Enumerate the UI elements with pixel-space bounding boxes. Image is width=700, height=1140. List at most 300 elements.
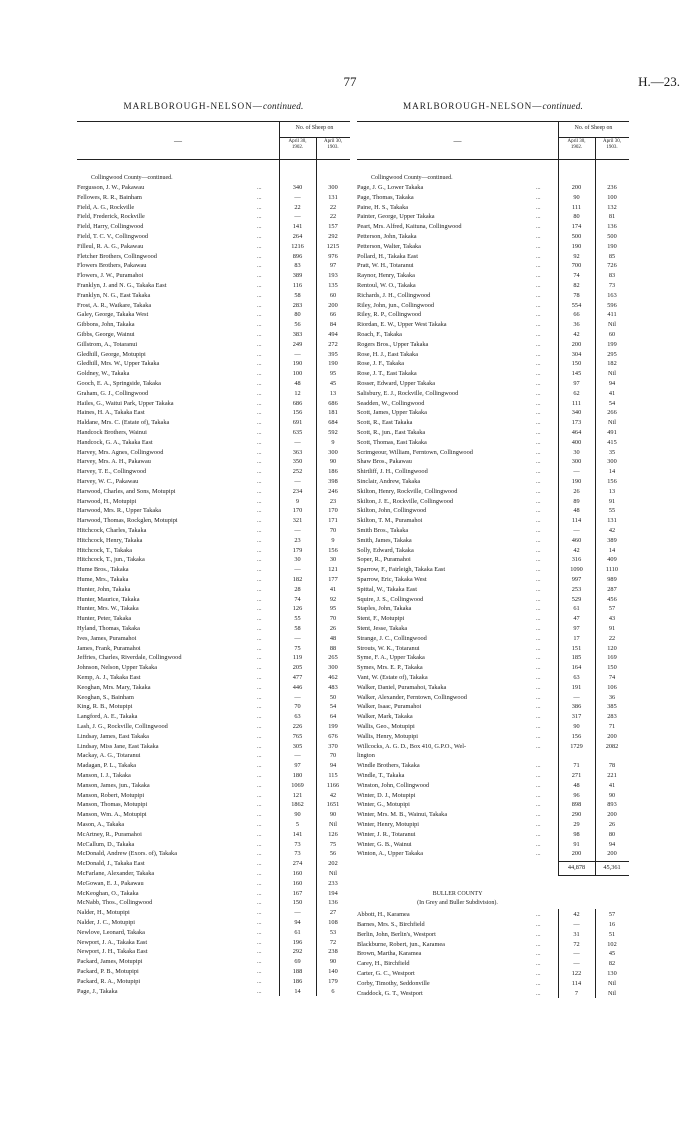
sheep-1902: 234 bbox=[292, 487, 303, 495]
buller-county-heading: BULLER COUNTY bbox=[432, 891, 483, 898]
leader-dots: ... bbox=[257, 714, 262, 721]
entry-name: Rose, H. J., East Takaka bbox=[357, 350, 419, 358]
leader-dots: ... bbox=[536, 459, 541, 466]
sheep-1903: 177 bbox=[328, 576, 338, 583]
sheep-1903: 236 bbox=[607, 184, 617, 191]
sheep-1902: 30 bbox=[294, 556, 301, 564]
sheep-1902: 160 bbox=[292, 879, 303, 887]
sheep-1903: 300 bbox=[328, 448, 338, 456]
table-row bbox=[77, 261, 350, 271]
sheep-1903: 102 bbox=[607, 940, 617, 948]
leader-dots: ... bbox=[536, 371, 541, 378]
sheep-1902: 141 bbox=[292, 830, 303, 838]
leader-dots: ... bbox=[536, 302, 541, 309]
sheep-1903: 71 bbox=[608, 723, 616, 730]
table-row bbox=[357, 438, 629, 448]
sheep-1903: 686 bbox=[328, 399, 338, 407]
sheep-1902: 383 bbox=[292, 331, 303, 338]
entry-name: Peart, Mrs. Alfred, Kaituna, Collingwood bbox=[357, 223, 462, 231]
table-row bbox=[77, 546, 350, 556]
table-row bbox=[77, 800, 350, 810]
entry-name: Skilton, John, Collingwood bbox=[357, 507, 427, 515]
sheep-1903: 43 bbox=[608, 615, 616, 623]
leader-dots: ... bbox=[257, 812, 262, 819]
page-number: 77 bbox=[343, 74, 357, 89]
entry-name: Frost, A. R., Waikare, Takaka bbox=[77, 301, 152, 309]
sheep-1903: 2082 bbox=[605, 742, 619, 750]
sheep-1903: 456 bbox=[607, 595, 617, 603]
entry-name: Fletcher Brothers, Collingwood bbox=[77, 252, 157, 260]
table-row bbox=[77, 898, 350, 908]
leader-dots: ... bbox=[536, 361, 541, 368]
sheep-1902: 249 bbox=[292, 340, 303, 348]
leader-dots: ... bbox=[257, 665, 262, 672]
leader-dots: ... bbox=[257, 469, 262, 476]
entry-name: Franklyn, J. and N. G., Takaka East bbox=[77, 282, 167, 289]
sheep-1903: 238 bbox=[328, 948, 338, 956]
sheep-1902: 292 bbox=[292, 948, 303, 956]
sheep-1903: 163 bbox=[607, 291, 617, 299]
leader-dots: ... bbox=[536, 341, 541, 348]
header-rule-top bbox=[357, 121, 629, 122]
entry-name: Hitchcock, T., Takaka bbox=[77, 546, 132, 554]
entry-name: Rentoul, W. O., Takaka bbox=[357, 282, 416, 289]
sheep-1902: — bbox=[294, 527, 301, 534]
leader-dots: ... bbox=[257, 439, 262, 446]
leader-dots: ... bbox=[257, 645, 262, 652]
entry-name: McKeoghan, O., Takaka bbox=[77, 889, 139, 897]
leader-dots: ... bbox=[257, 586, 262, 593]
entry-name: Harwood, Charles, and Sons, Motupipi bbox=[77, 487, 176, 495]
entry-name: Keoghan, S., Bainham bbox=[77, 693, 134, 701]
sheep-1902: 200 bbox=[571, 184, 582, 191]
sheep-1902: 898 bbox=[571, 801, 582, 809]
entry-name: Brown, Martha, Karamea bbox=[357, 950, 422, 958]
sheep-1902: 9 bbox=[295, 497, 300, 505]
sheep-1903: 300 bbox=[328, 664, 338, 672]
leader-dots: ... bbox=[257, 547, 262, 554]
entry-name: McNabb, Thos., Collingwood bbox=[77, 899, 153, 907]
leader-dots: ... bbox=[536, 292, 541, 299]
leader-dots: ... bbox=[536, 439, 541, 446]
entry-name: Stent, Jesse, Takaka bbox=[357, 625, 408, 632]
entry-name: Scott, R., East Takaka bbox=[357, 419, 413, 427]
sheep-1903: 221 bbox=[607, 772, 617, 779]
sheep-1903: 295 bbox=[607, 350, 617, 358]
sheep-1903: 156 bbox=[607, 478, 617, 485]
entry-name: Gibbons, John, Takaka bbox=[77, 321, 135, 329]
sheep-1902: 321 bbox=[292, 517, 303, 525]
entry-name: Madagan, P. L., Takaka bbox=[77, 762, 137, 770]
sheep-1903: 57 bbox=[608, 605, 616, 613]
entry-name: Haines, H. A., Takaka East bbox=[77, 409, 145, 417]
header-date-line: April 30, bbox=[602, 139, 622, 144]
entry-name: Gibbs, George, Wainui bbox=[77, 331, 135, 338]
sheep-1903: 292 bbox=[328, 233, 338, 240]
sheep-1903: 385 bbox=[607, 703, 617, 711]
table-row bbox=[357, 232, 629, 242]
sheep-1903: 27 bbox=[329, 909, 337, 917]
leader-dots: ... bbox=[536, 704, 541, 711]
sheep-1903: 1166 bbox=[326, 781, 340, 789]
leader-dots: ... bbox=[257, 959, 262, 966]
sheep-1902: 686 bbox=[292, 399, 303, 407]
table-row bbox=[357, 653, 629, 663]
entry-name: Staples, John, Takaka bbox=[357, 605, 412, 613]
entry-name: Johnson, Nelson, Upper Takaka bbox=[77, 664, 158, 672]
sheep-1902: 186 bbox=[292, 977, 303, 985]
table-row bbox=[357, 536, 629, 546]
entry-name: Pollard, H., Takaka East bbox=[357, 252, 418, 260]
leader-dots: ... bbox=[257, 283, 262, 289]
entry-name: Smith, James, Takaka bbox=[357, 536, 412, 544]
sheep-1903: 186 bbox=[328, 468, 338, 476]
leader-dots: ... bbox=[536, 449, 541, 456]
entry-name: Page, Thomas, Takaka bbox=[357, 193, 414, 201]
entry-name: Salisbury, E. J., Rockville, Collingwood bbox=[357, 389, 459, 397]
sheep-1902: 30 bbox=[573, 448, 580, 456]
table-row bbox=[357, 516, 629, 526]
table-row bbox=[357, 203, 629, 213]
body-column-rule bbox=[595, 909, 596, 998]
table-row bbox=[77, 585, 350, 595]
leader-dots: ... bbox=[536, 557, 541, 564]
sheep-1903: 14 bbox=[608, 468, 616, 476]
header-rule-middle bbox=[558, 137, 629, 138]
leader-dots: ... bbox=[536, 528, 541, 534]
sheep-1903: 684 bbox=[328, 419, 338, 427]
sheep-1903: 140 bbox=[328, 968, 338, 975]
entry-name: Soper, R., Puramahoi bbox=[357, 556, 411, 564]
sheep-1902: 1862 bbox=[291, 801, 304, 809]
leader-dots: ... bbox=[536, 655, 541, 662]
table-row bbox=[77, 506, 350, 516]
sheep-1902: — bbox=[294, 478, 301, 485]
table-row bbox=[357, 565, 629, 575]
entry-name: Paine, H. S., Takaka bbox=[357, 203, 409, 211]
sheep-1903: 500 bbox=[607, 233, 617, 240]
table-row bbox=[77, 565, 350, 575]
leader-dots: ... bbox=[536, 243, 541, 250]
sheep-1902: 500 bbox=[571, 233, 582, 240]
entry-name: Solly, Edward, Takaka bbox=[357, 546, 414, 554]
table-row bbox=[357, 369, 629, 379]
table-row bbox=[357, 663, 629, 673]
leader-dots: ... bbox=[536, 390, 541, 397]
entry-name: Seadden, W., Collingwood bbox=[357, 399, 425, 407]
leader-dots: ... bbox=[536, 792, 541, 799]
sheep-1903: 36 bbox=[608, 693, 616, 701]
leader-dots: ... bbox=[536, 586, 541, 593]
table-row bbox=[357, 614, 629, 624]
entry-name: Goldney, W., Takaka bbox=[77, 370, 130, 378]
sheep-1902: 90 bbox=[573, 723, 580, 730]
leader-dots: ... bbox=[536, 645, 541, 652]
sheep-1902: 200 bbox=[571, 340, 582, 348]
sheep-1902: 156 bbox=[571, 732, 582, 740]
leader-dots: ... bbox=[536, 224, 541, 231]
table-row bbox=[357, 350, 629, 360]
table-row bbox=[77, 761, 350, 771]
entry-name: Walker, Isaac, Puramahoi bbox=[357, 703, 422, 711]
sheep-1903: 13 bbox=[608, 487, 616, 495]
sheep-1903: 265 bbox=[328, 654, 338, 662]
sheep-1903: 726 bbox=[607, 262, 617, 270]
leader-dots: ... bbox=[536, 381, 541, 387]
entry-name: Strouts, W. K., Totaranui bbox=[357, 644, 420, 652]
body-column-rule bbox=[595, 159, 596, 875]
entry-name: Hitchcock, Charles, Takaka bbox=[77, 527, 147, 534]
sheep-1902: 386 bbox=[571, 703, 582, 711]
leader-dots: ... bbox=[257, 312, 262, 319]
entry-name: Newport, J. H., Takaka East bbox=[77, 948, 148, 956]
sheep-1903: Nil bbox=[607, 370, 617, 378]
sheep-1903: 200 bbox=[607, 811, 617, 819]
buller-county-subtitle: (In Grey and Buller Subdivision). bbox=[417, 900, 498, 907]
sheep-1903: 41 bbox=[329, 585, 337, 593]
entry-name: Hume Bros., Takaka bbox=[77, 566, 129, 574]
leader-dots: ... bbox=[536, 253, 541, 260]
sheep-1902: 460 bbox=[571, 536, 582, 544]
header-date-line: 1902. bbox=[570, 145, 583, 151]
sheep-1902: 55 bbox=[294, 615, 301, 623]
sheep-1903: 115 bbox=[328, 772, 338, 779]
leader-dots: ... bbox=[257, 851, 262, 858]
leader-dots: ... bbox=[536, 626, 541, 632]
header-date-line: April 30, bbox=[288, 139, 307, 144]
table-row bbox=[77, 879, 350, 889]
entry-name: Winter, G., Motupipi bbox=[357, 801, 410, 809]
table-row bbox=[357, 989, 629, 999]
entry-name: McGowan, E. J., Pakawau bbox=[77, 879, 144, 887]
leader-dots: ... bbox=[257, 292, 262, 299]
table-row bbox=[77, 595, 350, 605]
entry-name: Corby, Timothy, Seddonville bbox=[357, 979, 430, 987]
entry-name: Shaw Bros., Pakawau bbox=[357, 458, 412, 466]
leader-dots: ... bbox=[536, 743, 541, 750]
sheep-1902: 72 bbox=[573, 940, 580, 948]
entry-name: Harwood, Thomas, Rockglen, Motupipi bbox=[77, 517, 178, 525]
leader-dots: ... bbox=[257, 204, 262, 211]
entry-name: Kemp, A. J., Takaka East bbox=[77, 674, 141, 681]
leader-dots: ... bbox=[536, 312, 541, 319]
leader-dots: ... bbox=[257, 890, 262, 897]
sheep-1903: 194 bbox=[328, 889, 338, 897]
sheep-1902: 151 bbox=[571, 644, 582, 652]
entry-name: Packard, James, Motupipi bbox=[77, 958, 143, 966]
leader-dots: ... bbox=[257, 763, 262, 770]
sheep-1903: 415 bbox=[607, 438, 617, 446]
leader-dots: ... bbox=[257, 528, 262, 534]
sheep-1903: 92 bbox=[329, 595, 337, 603]
sheep-1902: 31 bbox=[573, 930, 580, 938]
entry-name: Keoghan, Mrs. Mary, Takaka bbox=[77, 683, 151, 691]
entry-name: Flowers Brothers, Pakawau bbox=[77, 262, 147, 270]
leader-dots: ... bbox=[536, 980, 541, 987]
table-row bbox=[77, 820, 350, 830]
table-row bbox=[357, 555, 629, 565]
leader-dots: ... bbox=[257, 655, 262, 662]
sheep-1903: 42 bbox=[608, 527, 616, 534]
sheep-1902: 174 bbox=[571, 223, 582, 231]
table-row bbox=[77, 957, 350, 967]
column-title bbox=[357, 101, 629, 111]
sheep-1903: 409 bbox=[607, 556, 617, 564]
sheep-1902: 200 bbox=[571, 850, 582, 858]
leader-dots: ... bbox=[536, 400, 541, 407]
sheep-1903: 132 bbox=[607, 203, 617, 211]
leader-dots: ... bbox=[536, 547, 541, 554]
table-row bbox=[357, 526, 629, 536]
entry-name: Mason, A., Takaka bbox=[77, 821, 125, 828]
entry-name: Roach, F., Takaka bbox=[357, 331, 402, 338]
sheep-1902: 190 bbox=[571, 478, 582, 485]
leader-dots: ... bbox=[257, 626, 262, 632]
table-row bbox=[77, 644, 350, 654]
leader-dots: ... bbox=[536, 733, 541, 740]
sheep-1903: 90 bbox=[329, 458, 337, 466]
sheep-1902: 170 bbox=[292, 507, 303, 515]
leader-dots: ... bbox=[536, 616, 541, 623]
sheep-1902: — bbox=[294, 566, 301, 574]
sheep-1903: 395 bbox=[328, 350, 338, 358]
table-row bbox=[77, 840, 350, 850]
sheep-1902: 167 bbox=[292, 889, 303, 897]
sheep-1902: 363 bbox=[292, 448, 303, 456]
sheep-1902: 78 bbox=[573, 291, 580, 299]
header-april-1902 bbox=[279, 139, 316, 152]
entry-name: Page, J., Takaka bbox=[77, 987, 118, 995]
leader-dots: ... bbox=[536, 941, 541, 948]
table-row bbox=[357, 634, 629, 644]
entry-name: Langford, A. E., Takaka bbox=[77, 713, 138, 721]
entry-name: Smith Bros., Takaka bbox=[357, 527, 409, 534]
table-row bbox=[77, 624, 350, 634]
leader-dots: ... bbox=[257, 381, 262, 387]
leader-dots: ... bbox=[536, 724, 541, 730]
table-row bbox=[357, 800, 629, 810]
sheep-1903: Nil bbox=[328, 821, 338, 828]
sheep-1903: 1215 bbox=[326, 242, 340, 250]
entry-name: Skilton, J. E., Rockville, Collingwood bbox=[357, 497, 454, 505]
table-row bbox=[77, 487, 350, 497]
leader-dots: ... bbox=[536, 684, 541, 691]
leader-dots: ... bbox=[257, 900, 262, 907]
entry-name: Filleul, R. A. G., Pakawau bbox=[77, 242, 144, 250]
column-title bbox=[77, 101, 350, 111]
table-row bbox=[357, 673, 629, 683]
table-row bbox=[77, 212, 350, 222]
table-row bbox=[357, 575, 629, 585]
sheep-1903: 26 bbox=[329, 625, 337, 632]
sheep-1903: 90 bbox=[329, 958, 337, 966]
table-row bbox=[357, 969, 629, 979]
leader-dots: ... bbox=[536, 567, 541, 574]
entry-name: Handcock Brothers, Wainui bbox=[77, 429, 147, 436]
table-row bbox=[77, 271, 350, 281]
total-1902: 44,878 bbox=[567, 864, 586, 872]
sheep-1903: 398 bbox=[328, 478, 338, 485]
leader-dots: ... bbox=[536, 498, 541, 505]
leader-dots: ... bbox=[536, 518, 541, 525]
leader-dots: ... bbox=[257, 488, 262, 495]
table-row bbox=[357, 379, 629, 389]
sheep-1902: 305 bbox=[292, 742, 303, 750]
total-rule-bottom bbox=[558, 875, 629, 876]
leader-dots: ... bbox=[257, 577, 262, 583]
table-row bbox=[357, 732, 629, 742]
sheep-1902: 61 bbox=[573, 605, 580, 613]
table-row bbox=[357, 781, 629, 791]
leader-dots: ... bbox=[536, 194, 541, 201]
sheep-1903: 94 bbox=[608, 840, 616, 848]
table-row bbox=[77, 467, 350, 477]
sheep-1902: 71 bbox=[573, 762, 580, 770]
table-row bbox=[77, 614, 350, 624]
header-rule-top bbox=[77, 121, 350, 122]
entry-name: Galey, George, Takaka West bbox=[77, 311, 149, 319]
entry-name: Craddock, G. T., Westport bbox=[357, 989, 423, 997]
table-row bbox=[357, 448, 629, 458]
total-1903: 45,361 bbox=[603, 864, 621, 872]
entry-name: Gillstrom, A., Totaranui bbox=[77, 340, 138, 348]
entry-name: Lash, J. G., Rockville, Collingwood bbox=[77, 723, 168, 730]
entry-name: Graham, G. J., Collingwood bbox=[77, 389, 149, 397]
sheep-1903: 9 bbox=[331, 536, 335, 544]
sheep-1902: 340 bbox=[571, 409, 582, 417]
header-date-line: 1902. bbox=[291, 145, 304, 151]
table-row bbox=[357, 949, 629, 959]
column-title-continued: continued. bbox=[262, 101, 304, 111]
sheep-1902: 12 bbox=[294, 389, 301, 397]
table-row bbox=[77, 340, 350, 350]
table-row bbox=[77, 977, 350, 987]
table-row bbox=[357, 320, 629, 330]
body-column-rule bbox=[279, 159, 280, 996]
sheep-1903: 462 bbox=[328, 674, 338, 681]
sheep-1903: 91 bbox=[608, 625, 616, 632]
sheep-1902: 80 bbox=[294, 311, 301, 319]
entry-name: Riordan, E. W., Upper West Takaka bbox=[357, 321, 447, 329]
sheep-1902: — bbox=[573, 960, 580, 968]
table-row bbox=[77, 683, 350, 693]
sheep-1902: 126 bbox=[292, 605, 303, 613]
table-row bbox=[77, 673, 350, 683]
entry-name: King, R. B., Motupipi bbox=[77, 703, 133, 711]
sheep-1902: 58 bbox=[294, 625, 301, 632]
sheep-1903: 389 bbox=[607, 536, 617, 544]
sheep-1903: 121 bbox=[328, 566, 338, 574]
sheep-1902: 185 bbox=[571, 654, 582, 662]
table-row bbox=[357, 624, 629, 634]
entry-name: James, Frank, Puramahoi bbox=[77, 644, 141, 652]
leader-dots: ... bbox=[257, 704, 262, 711]
entry-name: Scott, James, Upper Takaka bbox=[357, 409, 427, 417]
sheep-1903: 120 bbox=[607, 644, 617, 652]
entry-name: Rogers Bros., Upper Takaka bbox=[357, 340, 429, 348]
sheep-1903: 6 bbox=[331, 987, 335, 995]
sheep-1902: 160 bbox=[292, 870, 303, 877]
leader-dots: ... bbox=[257, 518, 262, 525]
leader-dots: ... bbox=[536, 430, 541, 436]
entry-name: Winter, Mrs. M. B., Wainui, Takaka bbox=[357, 811, 448, 819]
leader-dots: ... bbox=[257, 871, 262, 877]
sheep-1902: — bbox=[573, 921, 580, 928]
entry-name: Field, Frederick, Rockville bbox=[77, 213, 145, 221]
leader-dots: ... bbox=[536, 714, 541, 721]
sheep-1902: 173 bbox=[571, 419, 582, 427]
table-row bbox=[357, 467, 629, 477]
